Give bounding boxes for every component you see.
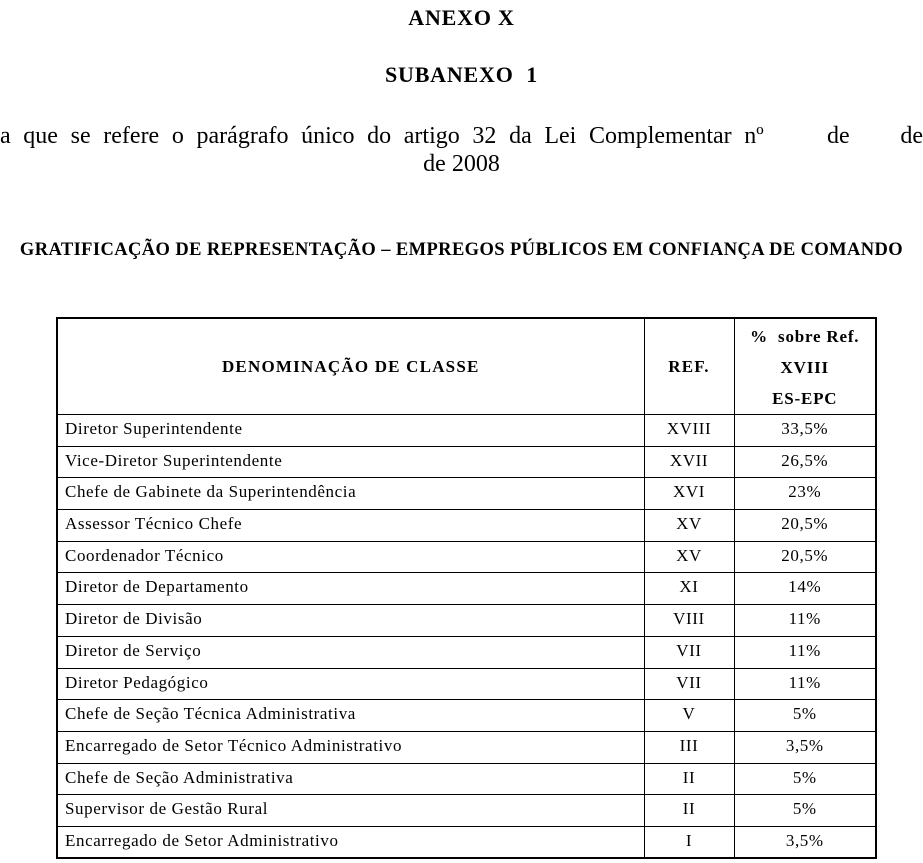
table-row	[57, 446, 876, 478]
cell-classe: Encarregado de Setor Administrativo	[57, 826, 644, 858]
table-row	[57, 763, 876, 795]
header-pct-sobre-ref	[734, 318, 876, 415]
reference-paragraph-line-2: de 2008	[423, 151, 500, 177]
annex-title: ANEXO X	[408, 5, 515, 30]
cell-ref: XV	[644, 541, 734, 573]
cell-classe: Chefe de Gabinete da Superintendência	[57, 478, 644, 510]
cell-pct: 11%	[734, 605, 876, 637]
cell-classe: Diretor de Divisão	[57, 605, 644, 637]
table-row	[57, 541, 876, 573]
cell-pct: 3,5%	[734, 731, 876, 763]
cell-classe: Coordenador Técnico	[57, 541, 644, 573]
cell-pct: 5%	[734, 795, 876, 827]
reference-paragraph-line-1: a que se refere o parágrafo único do artigo 32 da Lei Complementar nº de de	[0, 123, 923, 149]
table-row	[57, 731, 876, 763]
cell-pct: 14%	[734, 573, 876, 605]
cell-classe: Supervisor de Gestão Rural	[57, 795, 644, 827]
cell-ref: VIII	[644, 605, 734, 637]
header-pct-line-2: XVIII	[780, 358, 829, 377]
cell-pct: 26,5%	[734, 446, 876, 478]
cell-ref: III	[644, 731, 734, 763]
cell-classe: Diretor Pedagógico	[57, 668, 644, 700]
cell-ref: XVI	[644, 478, 734, 510]
cell-classe: Diretor de Departamento	[57, 573, 644, 605]
cell-pct: 33,5%	[734, 415, 876, 447]
cell-ref: XVIII	[644, 415, 734, 447]
subannex-title: SUBANEXO 1	[384, 62, 539, 87]
cell-pct: 5%	[734, 700, 876, 732]
cell-classe: Assessor Técnico Chefe	[57, 510, 644, 542]
gratification-table	[56, 317, 877, 859]
reference-paragraph	[0, 122, 923, 178]
cell-ref: II	[644, 763, 734, 795]
cell-classe: Chefe de Seção Técnica Administrativa	[57, 700, 644, 732]
cell-classe: Diretor de Serviço	[57, 636, 644, 668]
table-row	[57, 700, 876, 732]
cell-ref: XI	[644, 573, 734, 605]
table-row	[57, 415, 876, 447]
table-row	[57, 573, 876, 605]
cell-pct: 20,5%	[734, 510, 876, 542]
header-pct-line-1: % sobre Ref.	[750, 327, 860, 346]
table-row	[57, 636, 876, 668]
header-ref: REF.	[644, 318, 734, 415]
header-denominacao-de-classe: DENOMINAÇÃO DE CLASSE	[57, 318, 644, 415]
cell-ref: I	[644, 826, 734, 858]
cell-pct: 20,5%	[734, 541, 876, 573]
table-row	[57, 795, 876, 827]
cell-classe: Vice-Diretor Superintendente	[57, 446, 644, 478]
cell-classe: Encarregado de Setor Técnico Administrativo	[57, 731, 644, 763]
table-row	[57, 826, 876, 858]
cell-ref: II	[644, 795, 734, 827]
cell-ref: XV	[644, 510, 734, 542]
cell-pct: 11%	[734, 636, 876, 668]
table-row	[57, 668, 876, 700]
cell-ref: VII	[644, 668, 734, 700]
cell-ref: VII	[644, 636, 734, 668]
cell-pct: 3,5%	[734, 826, 876, 858]
table-row	[57, 605, 876, 637]
table-row	[57, 510, 876, 542]
cell-pct: 23%	[734, 478, 876, 510]
cell-ref: XVII	[644, 446, 734, 478]
cell-pct: 5%	[734, 763, 876, 795]
cell-classe: Chefe de Seção Administrativa	[57, 763, 644, 795]
table-header-row	[57, 318, 876, 415]
cell-classe: Diretor Superintendente	[57, 415, 644, 447]
cell-ref: V	[644, 700, 734, 732]
cell-pct: 11%	[734, 668, 876, 700]
table-row	[57, 478, 876, 510]
section-heading: GRATIFICAÇÃO DE REPRESENTAÇÃO – EMPREGOS PÚBLICOS EM CONFIANÇA DE COMANDO	[19, 240, 904, 260]
header-pct-line-3: ES-EPC	[772, 389, 838, 408]
